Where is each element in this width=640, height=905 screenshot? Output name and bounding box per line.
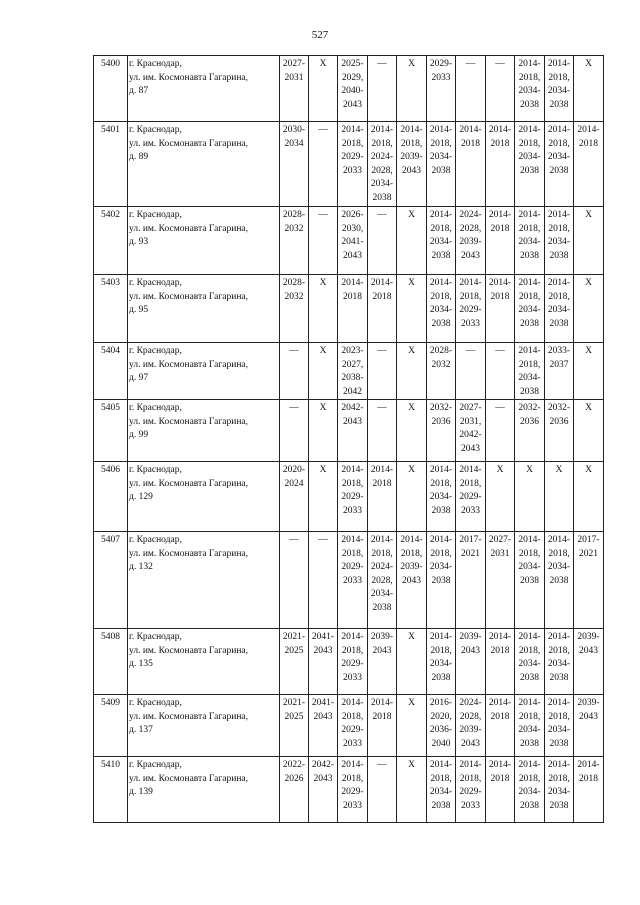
period-cell: X [309, 343, 338, 400]
period-cell: 2014- 2018, 2029- 2033 [456, 275, 486, 343]
table-row [94, 629, 604, 695]
period-cell: 2014- 2018 [574, 757, 604, 823]
period-cell: X [397, 629, 427, 695]
period-cell: 2028- 2032 [427, 343, 456, 400]
row-number: 5402 [94, 207, 128, 275]
address-line: г. Краснодар, [129, 346, 182, 356]
period-cell: X [397, 400, 427, 462]
address-line: д. 87 [129, 86, 149, 96]
period-cell: 2027- 2031 [280, 56, 309, 122]
period-cell: 2014- 2018, 2034- 2038 [515, 56, 545, 122]
period-cell: 2014- 2018, 2034- 2038 [515, 757, 545, 823]
period-cell: 2014- 2018, 2029- 2033 [338, 695, 368, 757]
period-cell: X [397, 56, 427, 122]
period-cell: 2025- 2029, 2040- 2043 [338, 56, 368, 122]
period-cell: — [456, 343, 486, 400]
address-line: г. Краснодар, [129, 698, 182, 708]
period-cell: 2014- 2018 [486, 275, 515, 343]
period-cell: 2039- 2043 [456, 629, 486, 695]
address-cell [128, 532, 280, 629]
period-cell: 2033- 2037 [545, 343, 574, 400]
period-cell: — [280, 400, 309, 462]
row-number: 5404 [94, 343, 128, 400]
period-cell: 2014- 2018, 2034- 2038 [427, 275, 456, 343]
row-number: 5406 [94, 462, 128, 532]
period-cell: — [368, 343, 397, 400]
address-line: д. 89 [129, 152, 149, 162]
period-cell: 2014- 2018 [368, 462, 397, 532]
period-cell: 2039- 2043 [368, 629, 397, 695]
period-cell: 2014- 2018, 2024- 2028, 2034- 2038 [368, 122, 397, 207]
row-number: 5405 [94, 400, 128, 462]
period-cell: 2014- 2018, 2034- 2038 [545, 532, 574, 629]
address-line: д. 97 [129, 373, 149, 383]
address-cell [128, 122, 280, 207]
period-cell: — [280, 532, 309, 629]
address-line: д. 135 [129, 659, 153, 669]
period-cell: 2028- 2032 [280, 207, 309, 275]
period-cell: X [574, 56, 604, 122]
period-cell: 2014- 2018 [486, 629, 515, 695]
period-cell: 2014- 2018 [338, 275, 368, 343]
period-cell: 2014- 2018, 2034- 2038 [515, 532, 545, 629]
period-cell: 2026- 2030, 2041- 2043 [338, 207, 368, 275]
row-number: 5401 [94, 122, 128, 207]
address-line: д. 93 [129, 237, 149, 247]
period-cell: 2014- 2018, 2039- 2043 [397, 122, 427, 207]
period-cell: 2028- 2032 [280, 275, 309, 343]
period-cell: X [397, 275, 427, 343]
period-cell: 2042- 2043 [309, 757, 338, 823]
period-cell: — [309, 532, 338, 629]
address-line: д. 95 [129, 305, 149, 315]
row-number: 5410 [94, 757, 128, 823]
period-cell: 2014- 2018, 2034- 2038 [427, 757, 456, 823]
period-cell: 2032- 2036 [545, 400, 574, 462]
period-cell: 2014- 2018, 2034- 2038 [545, 757, 574, 823]
period-cell: X [397, 757, 427, 823]
period-cell: 2027- 2031 [486, 532, 515, 629]
period-cell: — [456, 56, 486, 122]
period-cell: 2014- 2018, 2029- 2033 [338, 462, 368, 532]
period-cell: X [574, 462, 604, 532]
period-cell: 2014- 2018 [368, 695, 397, 757]
period-cell: X [574, 343, 604, 400]
period-cell: 2016- 2020, 2036- 2040 [427, 695, 456, 757]
period-cell: — [368, 400, 397, 462]
period-cell: 2024- 2028, 2039- 2043 [456, 695, 486, 757]
period-cell: 2014- 2018, 2034- 2038 [427, 207, 456, 275]
period-cell: X [309, 400, 338, 462]
address-line: ул. им. Космонавта Гагарина, [129, 291, 249, 302]
page-number: 527 [311, 29, 329, 41]
address-line: г. Краснодар, [129, 125, 182, 135]
table-row [94, 56, 604, 122]
period-cell: 2014- 2018, 2039- 2043 [397, 532, 427, 629]
table-row [94, 532, 604, 629]
period-cell: 2014- 2018 [368, 275, 397, 343]
period-cell: 2014- 2018 [574, 122, 604, 207]
period-cell: 2014- 2018, 2034- 2038 [515, 207, 545, 275]
period-cell: 2021- 2025 [280, 629, 309, 695]
row-number: 5409 [94, 695, 128, 757]
period-cell: X [515, 462, 545, 532]
period-cell: 2030- 2034 [280, 122, 309, 207]
period-cell: 2014- 2018 [486, 695, 515, 757]
period-cell: 2029- 2033 [427, 56, 456, 122]
period-cell: — [309, 207, 338, 275]
period-cell: 2020- 2024 [280, 462, 309, 532]
period-cell: 2014- 2018, 2034- 2038 [427, 462, 456, 532]
address-line: г. Краснодар, [129, 465, 182, 475]
period-cell: 2014- 2018 [486, 122, 515, 207]
period-cell: 2014- 2018 [486, 757, 515, 823]
address-line: г. Краснодар, [129, 760, 182, 770]
table-body [94, 56, 604, 823]
period-cell: 2023- 2027, 2038- 2042 [338, 343, 368, 400]
period-cell: 2014- 2018, 2029- 2033 [456, 757, 486, 823]
period-cell: 2014- 2018, 2034- 2038 [427, 532, 456, 629]
period-cell: 2041- 2043 [309, 629, 338, 695]
address-line: д. 132 [129, 562, 153, 572]
period-cell: 2032- 2036 [427, 400, 456, 462]
address-line: ул. им. Космонавта Гагарина, [129, 478, 249, 489]
period-cell: X [309, 56, 338, 122]
period-cell: 2024- 2028, 2039- 2043 [456, 207, 486, 275]
period-cell: X [309, 462, 338, 532]
period-cell: 2017- 2021 [574, 532, 604, 629]
period-cell: 2014- 2018, 2034- 2038 [545, 695, 574, 757]
address-line: г. Краснодар, [129, 210, 182, 220]
address-line: ул. им. Космонавта Гагарина, [129, 138, 249, 149]
address-cell [128, 275, 280, 343]
address-line: ул. им. Космонавта Гагарина, [129, 548, 249, 559]
period-cell: X [309, 275, 338, 343]
address-line: ул. им. Космонавта Гагарина, [129, 773, 249, 784]
address-line: г. Краснодар, [129, 632, 182, 642]
period-cell: 2039- 2043 [574, 629, 604, 695]
address-line: д. 129 [129, 492, 153, 502]
period-cell: — [368, 207, 397, 275]
table-row [94, 695, 604, 757]
period-cell: 2014- 2018, 2034- 2038 [515, 629, 545, 695]
address-line: д. 99 [129, 430, 149, 440]
period-cell: 2014- 2018, 2029- 2033 [338, 532, 368, 629]
address-cell [128, 400, 280, 462]
address-line: г. Краснодар, [129, 403, 182, 413]
address-line: ул. им. Космонавта Гагарина, [129, 711, 249, 722]
period-cell: 2014- 2018, 2034- 2038 [545, 629, 574, 695]
schedule-table [93, 55, 604, 823]
address-cell [128, 462, 280, 532]
address-cell [128, 629, 280, 695]
period-cell: 2014- 2018 [486, 207, 515, 275]
period-cell: — [309, 122, 338, 207]
table-row [94, 462, 604, 532]
row-number: 5408 [94, 629, 128, 695]
period-cell: 2042- 2043 [338, 400, 368, 462]
period-cell: 2014- 2018, 2034- 2038 [427, 629, 456, 695]
address-line: ул. им. Космонавта Гагарина, [129, 359, 249, 370]
address-line: ул. им. Космонавта Гагарина, [129, 72, 249, 83]
period-cell: 2014- 2018, 2034- 2038 [427, 122, 456, 207]
address-line: г. Краснодар, [129, 59, 182, 69]
period-cell: X [574, 207, 604, 275]
period-cell: 2014- 2018, 2034- 2038 [545, 56, 574, 122]
table-row [94, 400, 604, 462]
period-cell: — [486, 56, 515, 122]
table-row [94, 757, 604, 823]
address-cell [128, 56, 280, 122]
table-row [94, 207, 604, 275]
address-line: г. Краснодар, [129, 278, 182, 288]
period-cell: 2027- 2031, 2042- 2043 [456, 400, 486, 462]
period-cell: X [397, 207, 427, 275]
address-cell [128, 695, 280, 757]
period-cell: X [397, 695, 427, 757]
address-line: г. Краснодар, [129, 535, 182, 545]
address-line: ул. им. Космонавта Гагарина, [129, 416, 249, 427]
period-cell: — [368, 56, 397, 122]
row-number: 5403 [94, 275, 128, 343]
period-cell: 2032- 2036 [515, 400, 545, 462]
period-cell: 2014- 2018, 2034- 2038 [545, 275, 574, 343]
period-cell: 2014- 2018, 2034- 2038 [545, 122, 574, 207]
period-cell: X [574, 275, 604, 343]
address-cell [128, 343, 280, 400]
period-cell: X [397, 462, 427, 532]
period-cell: X [486, 462, 515, 532]
period-cell: — [486, 343, 515, 400]
period-cell: 2014- 2018, 2024- 2028, 2034- 2038 [368, 532, 397, 629]
period-cell: — [368, 757, 397, 823]
period-cell: 2014- 2018, 2034- 2038 [515, 343, 545, 400]
period-cell: — [280, 343, 309, 400]
period-cell: 2014- 2018, 2029- 2033 [338, 757, 368, 823]
row-number: 5400 [94, 56, 128, 122]
period-cell: 2041- 2043 [309, 695, 338, 757]
address-cell [128, 207, 280, 275]
address-line: ул. им. Космонавта Гагарина, [129, 223, 249, 234]
table-row [94, 343, 604, 400]
table-row [94, 275, 604, 343]
period-cell: 2014- 2018 [456, 122, 486, 207]
period-cell: — [486, 400, 515, 462]
address-line: д. 139 [129, 787, 153, 797]
period-cell: 2014- 2018, 2029- 2033 [456, 462, 486, 532]
period-cell: 2014- 2018, 2034- 2038 [515, 695, 545, 757]
period-cell: X [397, 343, 427, 400]
period-cell: 2014- 2018, 2029- 2033 [338, 629, 368, 695]
period-cell: X [545, 462, 574, 532]
period-cell: 2017- 2021 [456, 532, 486, 629]
period-cell: X [574, 400, 604, 462]
period-cell: 2021- 2025 [280, 695, 309, 757]
address-line: ул. им. Космонавта Гагарина, [129, 645, 249, 656]
row-number: 5407 [94, 532, 128, 629]
address-line: д. 137 [129, 725, 153, 735]
address-cell [128, 757, 280, 823]
period-cell: 2039- 2043 [574, 695, 604, 757]
period-cell: 2014- 2018, 2029- 2033 [338, 122, 368, 207]
period-cell: 2014- 2018, 2034- 2038 [515, 275, 545, 343]
period-cell: 2014- 2018, 2034- 2038 [545, 207, 574, 275]
period-cell: 2022- 2026 [280, 757, 309, 823]
table-row [94, 122, 604, 207]
period-cell: 2014- 2018, 2034- 2038 [515, 122, 545, 207]
